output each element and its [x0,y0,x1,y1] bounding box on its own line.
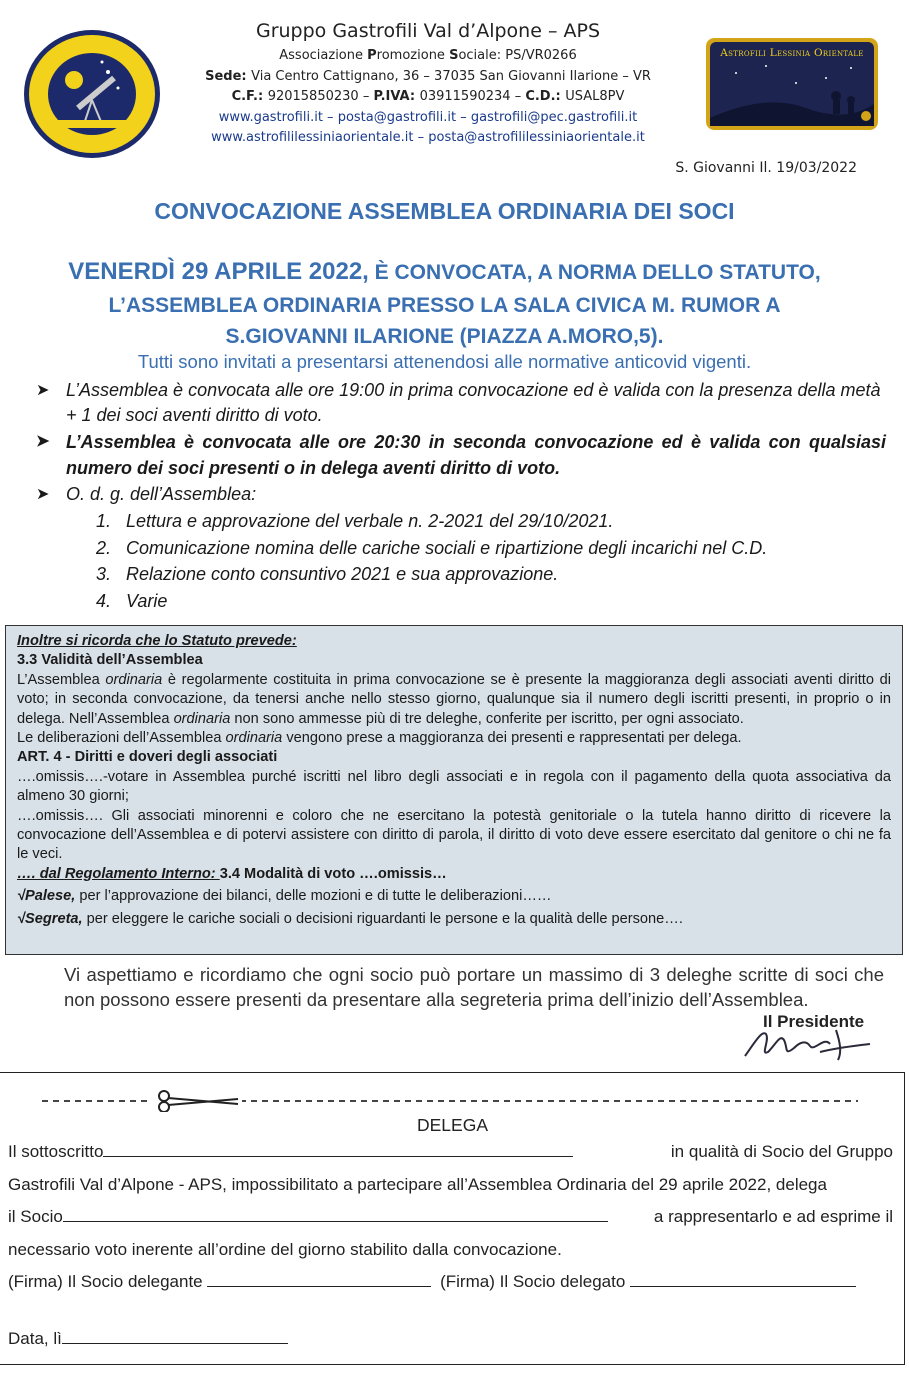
form-label: Data, lì [8,1329,62,1348]
vote-mode-segreta: √Segreta, per eleggere le cariche sociali o decisioni riguardanti le persone e la qualità delle persone…. [17,910,683,927]
letter-date: S. Giovanni Il. 19/03/2022 [675,160,857,176]
bullet-text: O. d. g. dell’Assemblea: [66,484,257,504]
page-title: CONVOCAZIONE ASSEMBLEA ORDINARIA DEI SOCI [154,198,735,224]
scissors-icon [152,1091,242,1112]
agenda-item: 3. Relazione conto consuntivo 2021 e sua approvazione. [96,564,559,584]
form-label: (Firma) Il Socio delegato [440,1272,626,1291]
agenda-item: 4. Varie [96,590,168,611]
convocation-bullets [30,378,886,508]
vote-mode-palese: √Palese, per l’approvazione dei bilanci, delle mozioni e di tutte le deliberazioni…… [17,888,552,905]
form-row [8,1136,893,1169]
name-field[interactable] [103,1138,573,1157]
cut-line [42,1090,858,1112]
arrow-bullet-icon: ➤ [36,382,50,399]
form-row [8,1201,893,1234]
astrofili-logo-title: Astrofili Lessinia Orientale [720,47,864,59]
delegate-name-field[interactable] [63,1203,608,1222]
form-row: necessario voto inerente all’ordine del giorno stabilito dalla convocazione. [8,1239,562,1259]
org-detail-line: Associazione Promozione Sociale: PS/VR0266 [279,48,577,63]
org-name: Gruppo Gastrofili Val d’Alpone – APS [255,20,601,42]
list-item [30,378,886,428]
headline-line-2: L’ASSEMBLEA ORDINARIA PRESSO LA SALA CIVICA M. RUMOR A [108,294,781,317]
delegator-signature-field[interactable] [207,1268,431,1287]
headline-line-3: S.GIOVANNI ILARIONE (PIAZZA A.MORO,5). [225,325,664,348]
org-link-line-1[interactable]: www.gastrofili.it – posta@gastrofili.it – gastrofili@pec.gastrofili.it [218,109,638,125]
statute-intro: Inoltre si ricorda che lo Statuto prevede: [17,633,297,649]
form-date-row [8,1325,288,1349]
delegate-signature-field[interactable] [630,1268,856,1287]
statute-heading-validity: 3.3 Validità dell’Assemblea [17,652,203,669]
president-signature [740,1022,875,1062]
delega-title: DELEGA [417,1115,488,1135]
bullet-text: L’Assemblea è convocata alle ore 20:30 in seconda convocazione ed è valida con qualsiasi numero dei soci presenti o in delega aventi diritto di voto. [66,432,886,478]
convocation-headline [0,256,889,352]
org-link-line-2[interactable]: www.astrofililessiniaorientale.it – posta@astrofililessiniaorientale.it [211,130,645,145]
form-label: Il sottoscritto [8,1142,104,1161]
closing-text: Vi aspettiamo e ricordiamo che ogni socio può portare un massimo di 3 deleghe scritte di soci che non possono essere presenti da presentare alla segreteria prima dell’inizio dell’Assemblea. [64,964,884,1010]
headline-line-1: È CONVOCATA, A NORMA DELLO STATUTO, [368,261,821,284]
list-item [30,429,886,481]
form-label: (Firma) Il Socio delegante [8,1272,203,1291]
agenda-item: 2. Comunicazione nomina delle cariche sociali e ripartizione degli incarichi nel C.D. [96,537,768,558]
form-row [8,1266,893,1299]
arrow-bullet-icon: ➤ [36,486,50,503]
org-header [168,20,688,149]
statute-heading-rights: ART. 4 - Diritti e doveri degli associati [17,749,278,766]
date-field[interactable] [62,1325,288,1344]
statute-paragraph: Le deliberazioni dell’Assemblea ordinaria vengono prese a maggioranza dei presenti e rappresentati per delega. [17,730,742,747]
agenda-item: 1. Lettura e approvazione del verbale n. 2-2021 del 29/10/2021. [96,511,614,531]
arrow-bullet-icon: ➤ [36,433,50,450]
statute-box [5,625,903,955]
agenda-list [96,508,767,614]
form-label: a rappresentarlo e ad esprime il [653,1207,893,1226]
statute-regulation: …. dal Regolamento Interno: 3.4 Modalità di voto ….omissis… [17,865,447,882]
headline-date: VENERDÌ 29 APRILE 2022, [68,258,369,285]
invite-text: Tutti sono invitati a presentarsi attenendosi alle normative anticovid vigenti. [137,351,752,372]
form-label: in qualità di Socio del Gruppo [670,1142,893,1161]
statute-paragraph: L’Assemblea ordinaria è regolarmente costituita in prima convocazione se è presente la maggioranza degli associati aventi diritto di voto; in seconda convocazione, da tenersi anche nello stesso giorno, qualunque sia il numero degli iscritti presenti, in proprio o in delega. Nell’Assemblea ordinaria non sono ammesse più di tre deleghe, conferite per iscritto, per ogni associato. [17,671,891,727]
gastrofili-logo [22,28,162,160]
bullet-text: L’Assemblea è convocata alle ore 19:00 in prima convocazione ed è valida con la presenza della metà + 1 dei soci aventi diritto di voto. [66,380,881,425]
statute-paragraph: ….omissis….-votare in Assemblea purché iscritti nel libro degli associati e in regola con il pagamento della quota associativa da almeno 30 giorni; [17,768,891,805]
list-item [30,482,886,507]
form-label: il Socio [8,1207,63,1226]
form-row: Gastrofili Val d’Alpone - APS, impossibilitato a partecipare all’Assemblea Ordinaria del 29 aprile 2022, delega [8,1174,827,1194]
org-details [168,46,688,108]
org-detail-line: C.F.: 92015850230 – P.IVA: 03911590234 – C.D.: USAL8PV [231,89,625,104]
president-label: Il Presidente [763,1012,865,1031]
statute-paragraph: ….omissis…. Gli associati minorenni e coloro che ne esercitano la potestà genitoriale o la tutela hanno diritto di ricevere la convocazione dell’Assemblea e di potervi assistere con diritto di parola, il diritto di voto deve essere esercitato dal genitore o chi ne fa le veci. [17,807,891,863]
astrofili-lessinia-logo [706,38,878,130]
org-detail-line: Sede: Via Centro Cattignano, 36 – 37035 San Giovanni Ilarione – VR [205,68,651,84]
delega-form-body [8,1136,893,1299]
